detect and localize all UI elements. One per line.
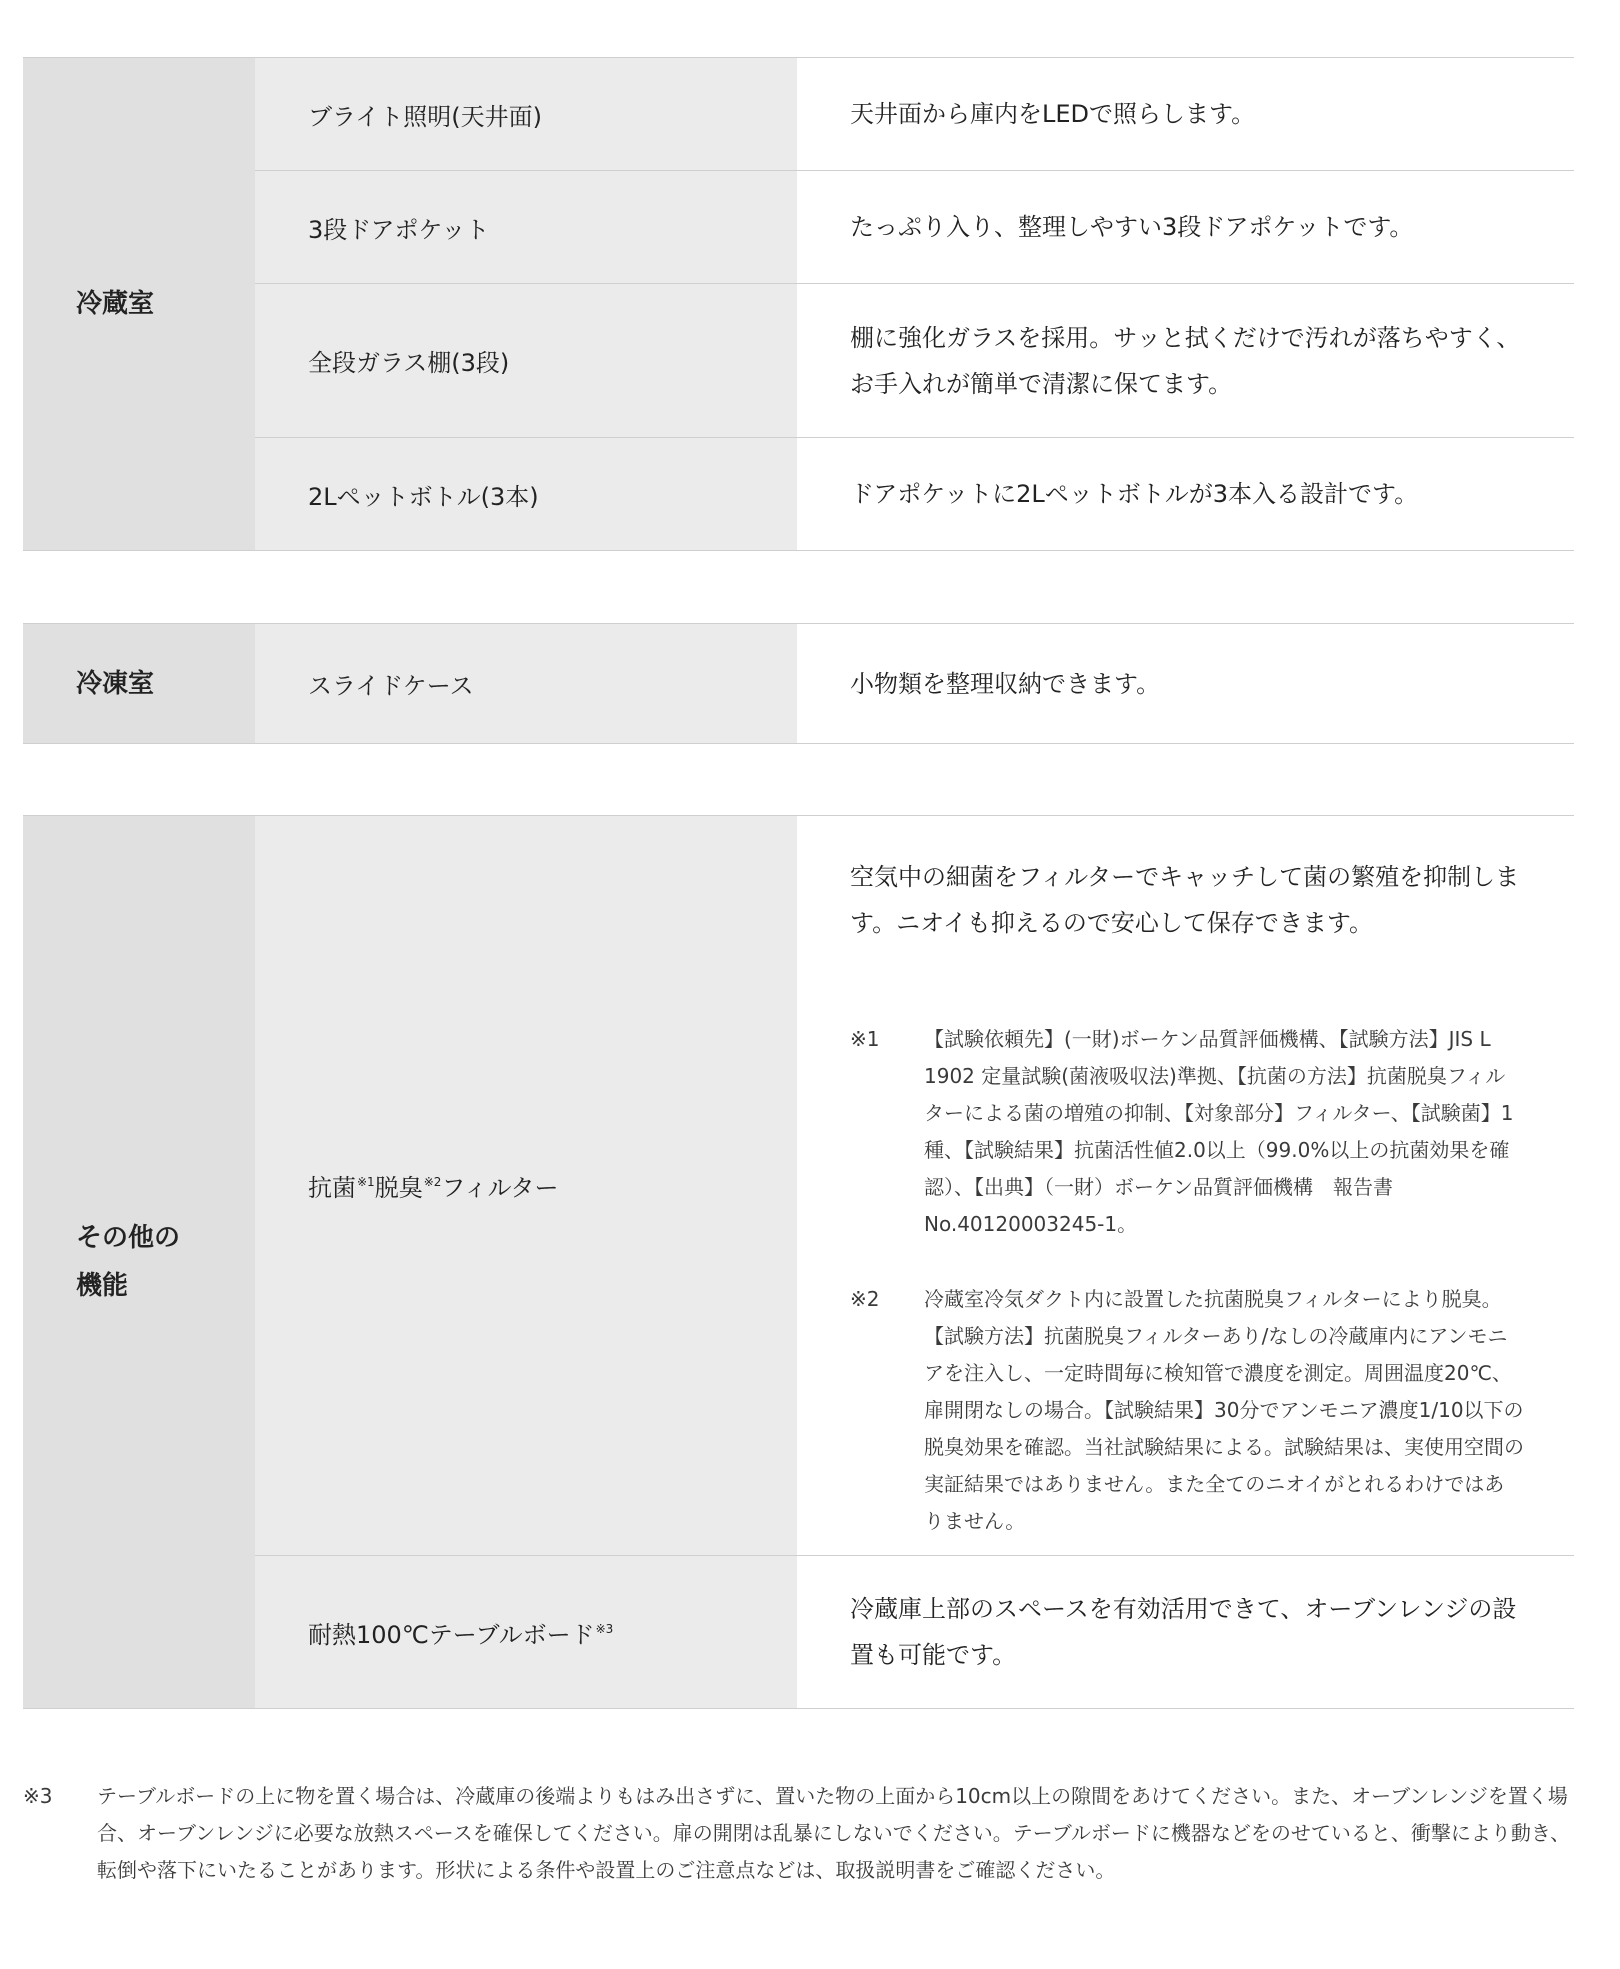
description-text: 空気中の細菌をフィルターでキャッチして菌の繁殖を抑制します。ニオイも抑えるので安心して保存できます。 — [850, 863, 1520, 937]
footnote-text: テーブルボードの上に物を置く場合は、冷蔵庫の後端よりもはみ出さずに、置いた物の上面から10cm以上の隙間をあけてください。また、オーブンレンジを置く場合、オーブンレンジに必要な放熱スペースを確保してください。扉の開閉は乱暴にしないでください。テーブルボードに機器などをのせていると、衝撃により動き、転倒や落下にいたることがあります。形状による条件や設置上のご注意点などは、取扱説明書をご確認ください。 — [97, 1784, 1571, 1882]
description-text: 天井面から庫内をLEDで照らします。 — [850, 100, 1256, 128]
feature-name — [255, 1555, 797, 1708]
footnote-ref: ※1 — [357, 1175, 375, 1189]
description-text: 冷蔵庫上部のスペースを有効活用できて、オーブンレンジの設置も可能です。 — [850, 1595, 1517, 1669]
feature-text: 2Lペットボトル(3本) — [308, 482, 539, 511]
feature-text: ブライト照明(天井面) — [308, 102, 543, 131]
feature-description — [797, 437, 1574, 550]
feature-description — [797, 624, 1574, 743]
description-text: たっぷり入り、整理しやすい3段ドアポケットです。 — [850, 213, 1414, 241]
footnote-1 — [850, 1021, 1524, 1243]
category-label — [23, 816, 255, 1708]
footnote-2 — [850, 1281, 1524, 1540]
footnote-text: 冷蔵室冷気ダクト内に設置した抗菌脱臭フィルターにより脱臭。【試験方法】抗菌脱臭フィルターあり/なしの冷蔵庫内にアンモニアを注入し、一定時間毎に検知管で濃度を測定。周囲温度20℃、扉開閉なしの場合。【試験結果】30分でアンモニア濃度1/10以下の脱臭効果を確認。当社試験結果による。試験結果は、実使用空間の実証結果ではありません。また全てのニオイがとれるわけではありません。 — [924, 1287, 1524, 1533]
footnote-ref: ※3 — [595, 1621, 614, 1636]
feature-description — [797, 170, 1574, 283]
description-text: 小物類を整理収納できます。 — [850, 669, 1161, 698]
feature-name — [255, 816, 797, 1555]
feature-description — [797, 816, 1574, 1555]
feature-text: 全段ガラス棚(3段) — [308, 349, 510, 377]
category-text — [76, 1214, 180, 1310]
feature-description — [797, 1555, 1574, 1708]
footnote-mark: ※2 — [850, 1287, 880, 1311]
feature-text: 3段ドアポケット — [308, 215, 490, 244]
feature-text: 抗菌$^{※1}$脱臭$^{※2}$フィルター — [308, 1174, 559, 1202]
feature-description — [797, 58, 1574, 170]
category-label — [23, 624, 255, 743]
feature-text: 耐熱100℃テーブルボード$^{※3}$ — [308, 1620, 614, 1649]
category-line: 機能 — [76, 1271, 129, 1301]
feature-name — [255, 170, 797, 283]
description-text: ドアポケットに2Lペットボトルが3本入る設計です。 — [850, 480, 1419, 508]
feature-name — [255, 58, 797, 170]
category-text: 冷凍室 — [76, 668, 155, 699]
feature-description — [797, 283, 1574, 437]
feature-name — [255, 624, 797, 743]
footnote-mark: ※3 — [23, 1784, 53, 1808]
footnote-mark: ※1 — [850, 1027, 880, 1051]
spec-table-other-functions — [23, 815, 1574, 1709]
spec-table-refrigerator — [23, 57, 1574, 551]
category-line: その他の — [76, 1223, 181, 1253]
footnote-ref: ※2 — [423, 1175, 442, 1189]
footnote-3 — [23, 1778, 1583, 1889]
feature-name — [255, 437, 797, 550]
spec-table-freezer — [23, 623, 1574, 744]
category-text: 冷蔵室 — [76, 289, 155, 319]
feature-name — [255, 283, 797, 437]
description-text: 棚に強化ガラスを採用。サッと拭くだけで汚れが落ちやすく、お手入れが簡単で清潔に保てます。 — [850, 323, 1521, 398]
category-label — [23, 58, 255, 550]
feature-text: スライドケース — [308, 672, 474, 700]
footnote-text: 【試験依頼先】(一財)ボーケン品質評価機構、【試験方法】JIS L 1902 定量試験(菌液吸収法)準拠、【抗菌の方法】抗菌脱臭フィルターによる菌の増殖の抑制、【対象部分】フィルター、【試験菌】1種、【試験結果】抗菌活性値2.0以上（99.0%以上の抗菌効果を確認）、【出典】（一財）ボーケン品質評価機構 報告書No.40120003245-1。 — [924, 1027, 1514, 1236]
